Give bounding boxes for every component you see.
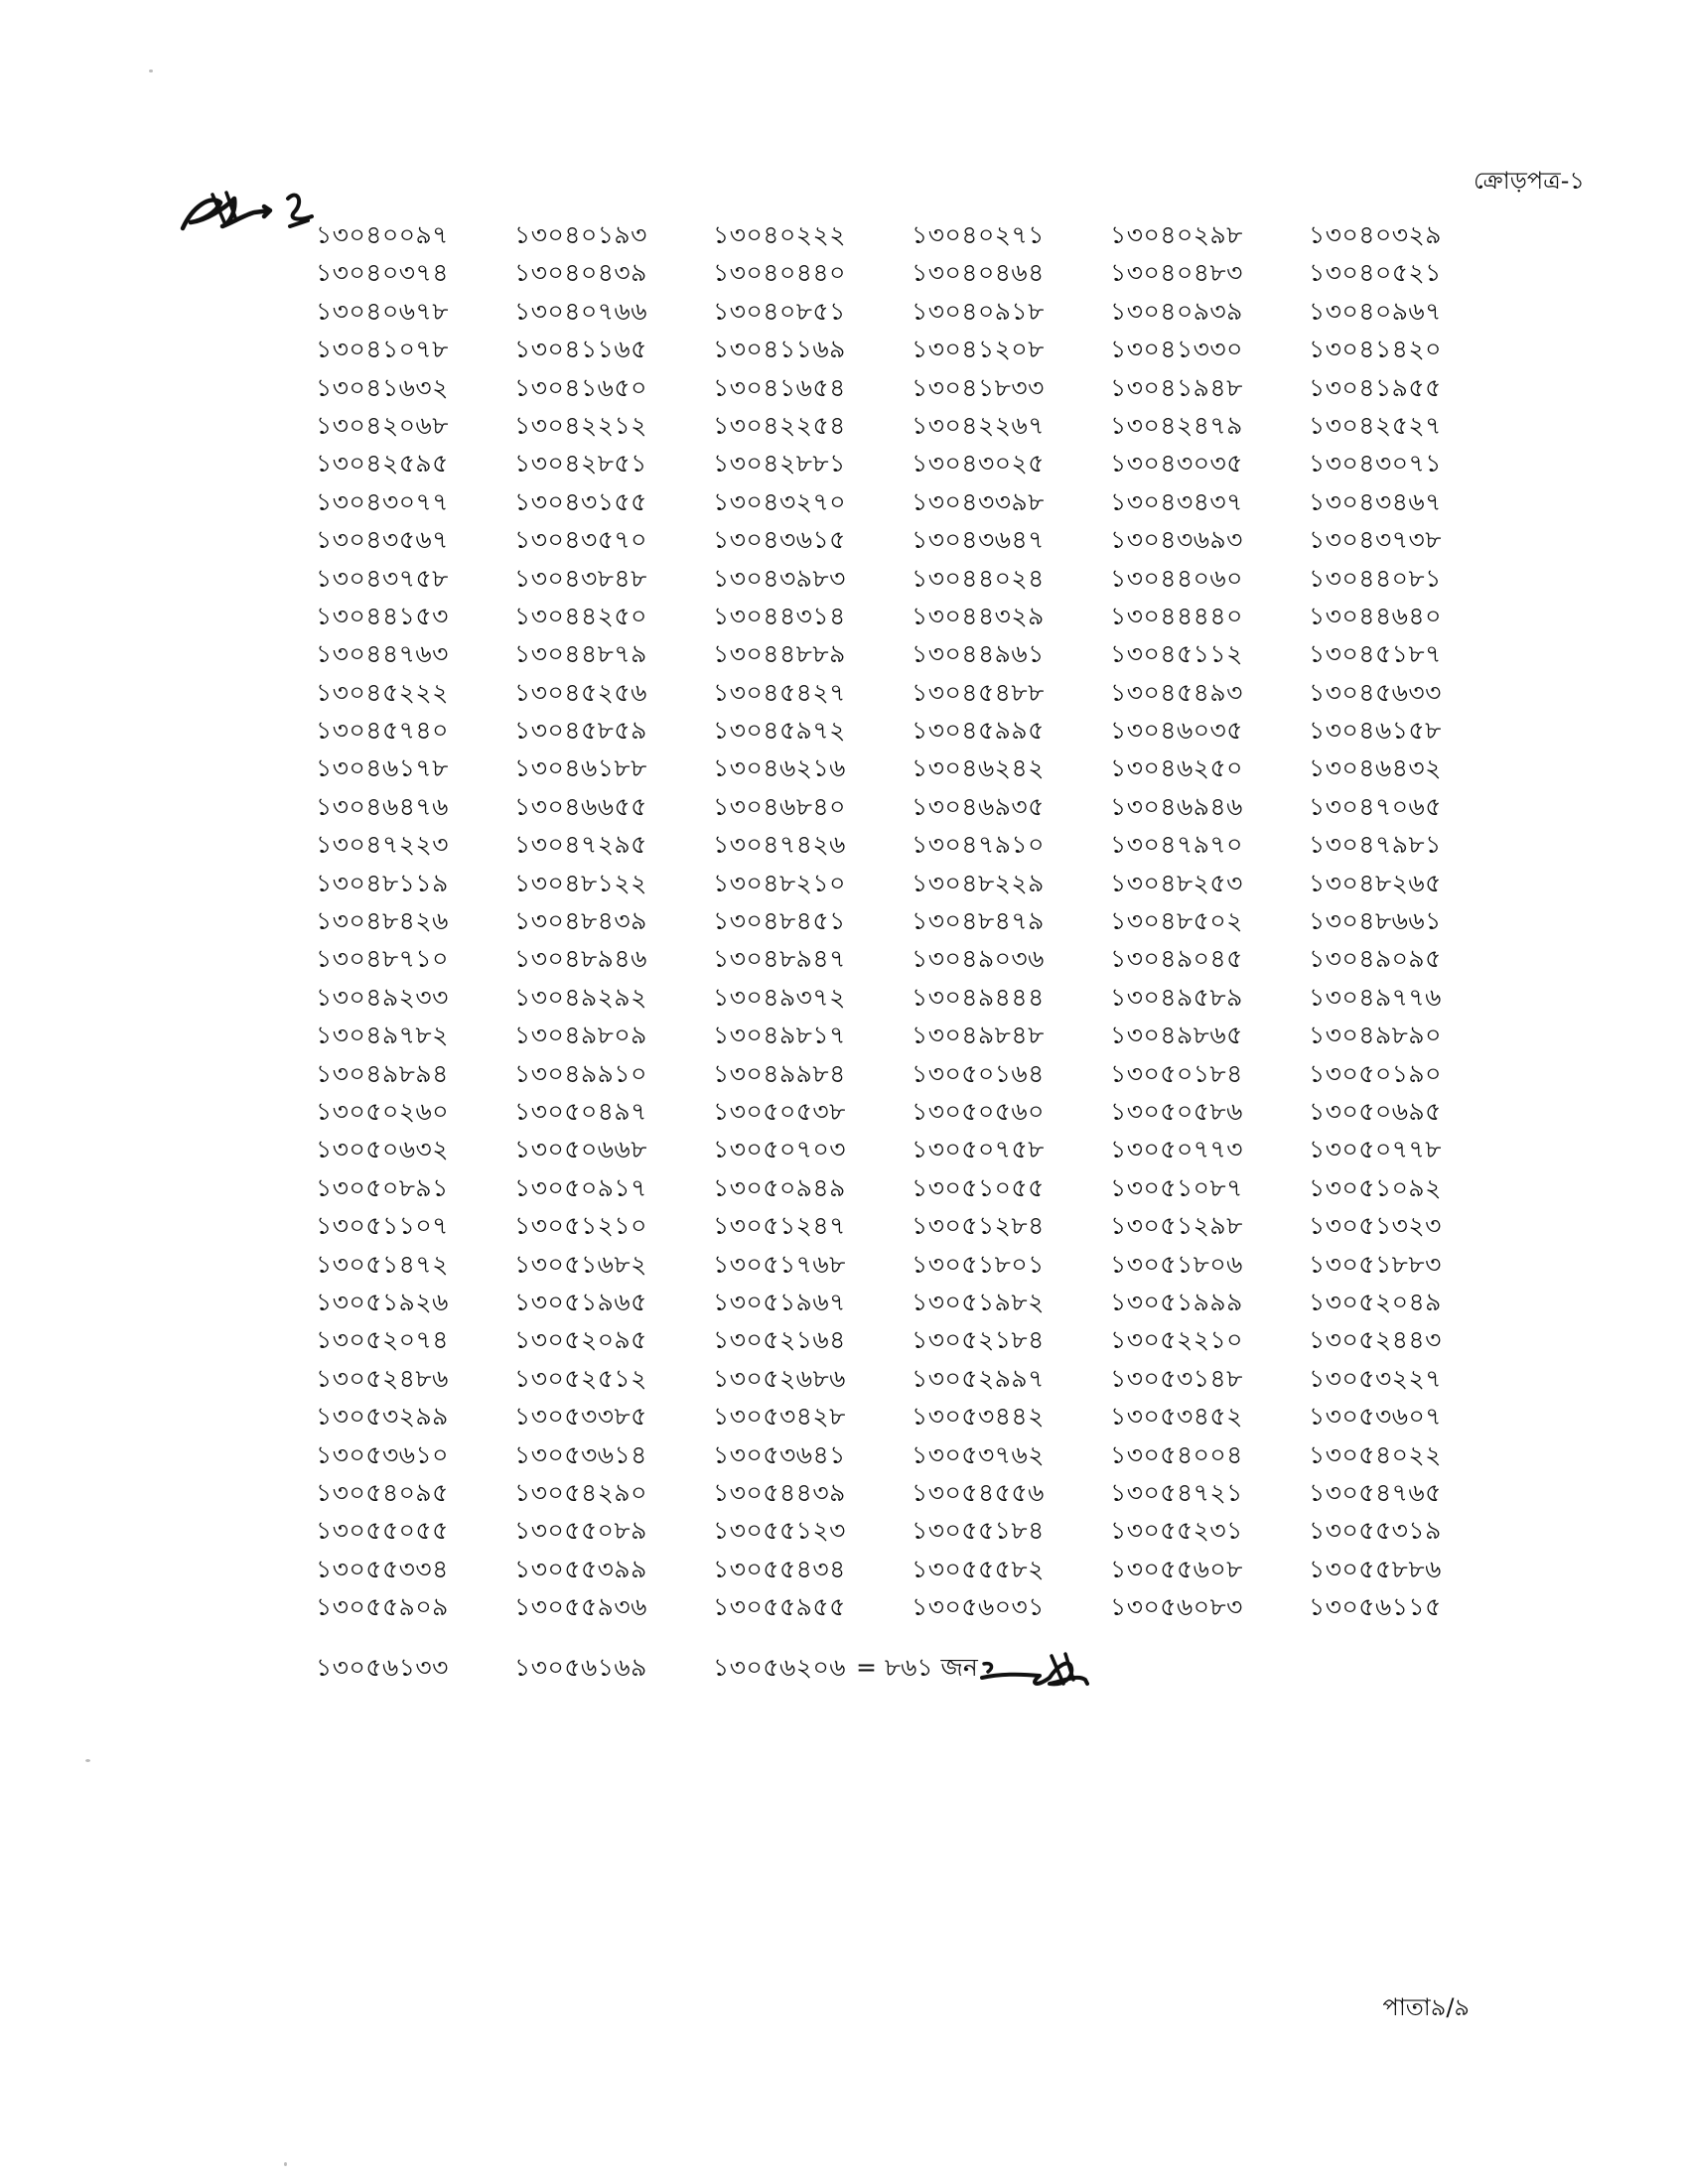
roll-number: ১৩০৪৬৬৫৫ [514,791,647,821]
roll-number: ১৩০৪২৮৮১ [713,449,846,478]
roll-number: ১৩০৪৩৭৩৮ [1309,525,1442,555]
roll-number: ১৩০৪৫৬৩৩ [1309,677,1442,707]
roll-number: ১৩০৪৫১১২ [1110,639,1243,669]
roll-number: ১৩০৪৮৯৪৬ [514,944,647,974]
roll-number: ১৩০৫৫৮৮৬ [1309,1554,1442,1583]
roll-number: ১৩০৫৩২২৭ [1309,1363,1442,1393]
roll-number: ১৩০৫৫৪৩৪ [713,1554,846,1583]
roll-number: ১৩০৪১১৬৫ [514,335,647,364]
roll-number: ১৩০৪১৮৩৩ [912,372,1045,402]
roll-number: ১৩০৪১৬৫৪ [713,372,846,402]
roll-number: ১৩০৫০১৮৪ [1110,1058,1243,1088]
roll-number: ১৩০৫৩৩৮৫ [514,1402,647,1432]
roll-number: ১৩০৫৫১৮৪ [912,1516,1045,1546]
roll-number: ১৩০৪৬১৫৮ [1309,716,1442,746]
roll-number: ১৩০৪৩০৭৭ [316,486,449,516]
roll-number: ১৩০৪৩৫৭০ [514,525,647,555]
roll-number: ১৩০৫০৭৫৮ [912,1135,1045,1164]
roll-number: ১৩০৪৯৩৭২ [713,982,846,1012]
roll-number: ১৩০৪৯৪৪৪ [912,982,1045,1012]
roll-number: ১৩০৪৩৬১৫ [713,525,846,555]
roll-number: ১৩০৫৪৪৩৯ [713,1477,846,1507]
roll-number: ১৩০৪৯০৪৫ [1110,944,1243,974]
roll-number: ১৩০৪৫৯৭২ [713,716,846,746]
roll-number: ১৩০৪৬২৪২ [912,753,1045,783]
roll-number: ১৩০৪৩৭৫৮ [316,563,449,593]
roll-number: ১৩০৫১৯২৬ [316,1287,449,1316]
roll-number: ১৩০৪৭৯৮১ [1309,830,1442,860]
roll-number: ১৩০৫২১৮৪ [912,1325,1045,1355]
roll-number: ১৩০৪৬০৩৫ [1110,716,1243,746]
roll-number: ১৩০৪৩৫৬৭ [316,525,449,555]
roll-number: ১৩০৫২০৯৫ [514,1325,647,1355]
roll-number: ১৩০৫৪৭৬৫ [1309,1477,1442,1507]
roll-number: ১৩০৪৭২২৩ [316,830,449,860]
roll-number: ১৩০৪৪৮৭৯ [514,639,647,669]
roll-number: ১৩০৪৯৮০৯ [514,1021,647,1050]
roll-number: ১৩০৪৫৪৯৩ [1110,677,1243,707]
roll-number: ১৩০৪০৪৪০ [713,258,846,288]
roll-number: ১৩০৪৮১১৯ [316,868,449,897]
roll-number: ১৩০৫৬১১৫ [1309,1592,1442,1622]
final-row [316,1648,1089,1688]
handwritten-initials [177,177,326,242]
roll-number: ১৩০৫৫৬০৮ [1110,1554,1243,1583]
roll-number: ১৩০৫২৫১২ [514,1363,647,1393]
roll-number: ১৩০৫০১৯০ [1309,1058,1442,1088]
roll-number: ১৩০৪০২৯৮ [1110,220,1243,249]
roll-number: ১৩০৪২২১২ [514,410,647,440]
roll-number: ১৩০৪১২০৮ [912,335,1045,364]
roll-number: ১৩০৪০৪৮৩ [1110,258,1243,288]
roll-number: ১৩০৪০৩২৯ [1309,220,1442,249]
roll-number: ১৩০৫৩২৯৯ [316,1402,449,1432]
roll-number: ১৩০৪৪০২৪ [912,563,1045,593]
roll-number: ১৩০৪৪১৫৩ [316,601,449,630]
roll-number: ১৩০৪০৫২১ [1309,258,1442,288]
roll-number: ১৩০৪৮৫০২ [1110,906,1243,936]
roll-number: ১৩০৪৭৯১০ [912,830,1045,860]
roll-number: ১৩০৪২২৬৭ [912,410,1045,440]
roll-number: ১৩০৪১৩৩০ [1110,335,1243,364]
roll-number: ১৩০৪২২৫৪ [713,410,846,440]
roll-number: ১৩০৪৪৪৪০ [1110,601,1243,630]
roll-number: ১৩০৫৩৪৪২ [912,1402,1045,1432]
roll-number: ১৩০৪০৬৭৮ [316,296,449,326]
roll-number: ১৩০৫০৬৯৫ [1309,1096,1442,1126]
roll-number: ১৩০৪৯৮৯৪ [316,1058,449,1088]
roll-number: ১৩০৪৯৮১৭ [713,1021,846,1050]
roll-number: ১৩০৪৮২৬৫ [1309,868,1442,897]
roll-number: ১৩০৫০৪৯৭ [514,1096,647,1126]
roll-number: ১৩০৫০৬৬৮ [514,1135,647,1164]
roll-number: ১৩০৪৬৪৭৬ [316,791,449,821]
handwritten-signature [980,1644,1089,1692]
roll-number: ১৩০৪০৯১৮ [912,296,1045,326]
roll-number: ১৩০৫২০৪৯ [1309,1287,1442,1316]
roll-number: ১৩০৪১৬৩২ [316,372,449,402]
roll-number: ১৩০৪০০৯৭ [316,220,449,249]
roll-number: ১৩০৪২৫২৭ [1309,410,1442,440]
roll-number: ১৩০৪৩৬৪৭ [912,525,1045,555]
roll-number: ১৩০৫১২৪৭ [713,1211,846,1241]
roll-number: ১৩০৫০৮৯১ [316,1172,449,1202]
roll-number: ১৩০৪৫২২২ [316,677,449,707]
roll-number: ১৩০৪৫১৮৭ [1309,639,1442,669]
scan-speck [149,69,153,72]
roll-number: ১৩০৪৫৪২৭ [713,677,846,707]
roll-number: ১৩০৪২৪৭৯ [1110,410,1243,440]
roll-number: ১৩০৪৩৪৬৭ [1309,486,1442,516]
roll-number: ১৩০৪৮২২৯ [912,868,1045,897]
roll-number: ১৩০৫০৫৬০ [912,1096,1045,1126]
roll-number: ১৩০৪৭৯৭০ [1110,830,1243,860]
roll-number: ১৩০৪৪০৬০ [1110,563,1243,593]
roll-number: ১৩০৫১৯৬৫ [514,1287,647,1316]
roll-number: ১৩০৫১৮০১ [912,1249,1045,1279]
roll-number: ১৩০৫৪০০৪ [1110,1439,1243,1469]
roll-number: ১৩০৫১২৮৪ [912,1211,1045,1241]
roll-number: ১৩০৪০১৯৩ [514,220,647,249]
roll-number: ১৩০৫৪০৯৫ [316,1477,449,1507]
roll-number: ১৩০৫৬০৮৩ [1110,1592,1243,1622]
roll-number: ১৩০৫০৯৪৯ [713,1172,846,1202]
roll-number: ১৩০৪৩৬৯৩ [1110,525,1243,555]
roll-number: ১৩০৪৩৩৯৮ [912,486,1045,516]
roll-number: ১৩০৪০৯৩৯ [1110,296,1243,326]
roll-number: ১৩০৪৯৭৮২ [316,1021,449,1050]
roll-number: ১৩০৪৪৩২৯ [912,601,1045,630]
roll-number: ১৩০৫২২১০ [1110,1325,1243,1355]
roll-number: ১৩০৫০৭৭৩ [1110,1135,1243,1164]
roll-number: ১৩০৪০৪৩৯ [514,258,647,288]
roll-number: ১৩০৫৩৪৫২ [1110,1402,1243,1432]
roll-number: ১৩০৪৫৪৮৮ [912,677,1045,707]
roll-number: ১৩০৪১৬৫০ [514,372,647,402]
scan-speck [284,2162,287,2166]
roll-number: ১৩০৪৩০২৫ [912,449,1045,478]
roll-number-grid [316,216,1507,1626]
roll-number: ১৩০৪৩৮৪৮ [514,563,647,593]
roll-number: ১৩০৫১২৯৮ [1110,1211,1243,1241]
roll-number: ১৩০৫১৭৬৮ [713,1249,846,1279]
roll-number: ১৩০৪৮৯৪৭ [713,944,846,974]
roll-number: ১৩০৫৫৯৫৫ [713,1592,846,1622]
roll-number: ১৩০৫৩৪২৮ [713,1402,846,1432]
roll-number: ১৩০৪৮১২২ [514,868,647,897]
roll-number: ১৩০৪০২২২ [713,220,846,249]
roll-number: ১৩০৫১০৯২ [1309,1172,1442,1202]
roll-number: ১৩০৫১৮০৬ [1110,1249,1243,1279]
roll-number: ১৩০৪৬১৮৮ [514,753,647,783]
roll-number: ১৩০৪৯০৯৫ [1309,944,1442,974]
roll-number: ১৩০৫১১০৭ [316,1211,449,1241]
roll-number: ১৩০৪৪২৫০ [514,601,647,630]
total-count: = ৮৬১ জন [855,1653,978,1682]
roll-number: ১৩০৫৪৭২১ [1110,1477,1243,1507]
roll-number: ১৩০৪৯৮৪৮ [912,1021,1045,1050]
roll-number: ১৩০৪৯০৩৬ [912,944,1045,974]
roll-number: ১৩০৪০২৭১ [912,220,1045,249]
roll-number: ১৩০৪০৪৬৪ [912,258,1045,288]
roll-number: ১৩০৪৬১৭৮ [316,753,449,783]
roll-number: ১৩০৪৮৭১০ [316,944,449,974]
roll-number: ১৩০৫০৭০৩ [713,1135,846,1164]
roll-number: ১৩০৪৬২১৬ [713,753,846,783]
roll-number: ১৩০৪৩৪৩৭ [1110,486,1243,516]
roll-number: ১৩০৫৫৩৩৪ [316,1554,449,1583]
roll-number: ১৩০৫১৬৮২ [514,1249,647,1279]
roll-number: ১৩০৪৮২১০ [713,868,846,897]
roll-number: ১৩০৪১৯৫৫ [1309,372,1442,402]
roll-number: ১৩০৫৪০২২ [1309,1439,1442,1469]
roll-number: ১৩০৪৮৪৭৯ [912,906,1045,936]
roll-number: ১৩০৪৩০৩৫ [1110,449,1243,478]
roll-number: ১৩০৪৯২৯২ [514,982,647,1012]
roll-number: ১৩০৪৩০৭১ [1309,449,1442,478]
roll-number: ১৩০৪৫২৫৬ [514,677,647,707]
roll-number: ১৩০৫১৯৮২ [912,1287,1045,1316]
roll-number: ১৩০৫০৯১৭ [514,1172,647,1202]
roll-number: ১৩০৪৮২৫৩ [1110,868,1243,897]
roll-number: ১৩০৪৬২৫০ [1110,753,1243,783]
roll-number: ১৩০৪৫৮৫৯ [514,716,647,746]
roll-number: ১৩০৫২৪৮৬ [316,1363,449,1393]
roll-number: ১৩০৫১০৮৭ [1110,1172,1243,1202]
roll-number: ১৩০৪৯২৩৩ [316,982,449,1012]
roll-number: ১৩০৫০১৬৪ [912,1058,1045,1088]
roll-number: ১৩০৪২৮৫১ [514,449,647,478]
annexure-label: ক্রোড়পত্র-১ [1473,167,1585,195]
roll-number: ১৩০৪৩২৭০ [713,486,846,516]
roll-number: ১৩০৫২৪৪৩ [1309,1325,1442,1355]
roll-number: ১৩০৫৫০৫৫ [316,1516,449,1546]
roll-number: ১৩০৪৬৪৩২ [1309,753,1442,783]
roll-number: ১৩০৪৯৯৮৪ [713,1058,846,1088]
roll-number: ১৩০৪৯৮৬৫ [1110,1021,1243,1050]
roll-number: ১৩০৪৯৯১০ [514,1058,647,1088]
roll-number: ১৩০৫২৯৯৭ [912,1363,1045,1393]
roll-number: ১৩০৫৩৬১৪ [514,1439,647,1469]
roll-number: ১৩০৫১৯৬৭ [713,1287,846,1316]
roll-number: ১৩০৪২০৬৮ [316,410,449,440]
roll-number: ১৩০৫৫৯০৯ [316,1592,449,1622]
scan-speck [85,1759,90,1762]
roll-number: ১৩০৫০৫৩৮ [713,1096,846,1126]
roll-number: ১৩০৫৬১৩৩ [316,1652,449,1682]
roll-number: ১৩০৪৫৭৪০ [316,716,449,746]
roll-number: ১৩০৪৪৭৬৩ [316,639,449,669]
roll-number: ১৩০৪০৭৬৬ [514,296,647,326]
roll-number: ১৩০৪৪৩১৪ [713,601,846,630]
roll-number: ১৩০৪৭৪২৬ [713,830,846,860]
roll-number: ১৩০৫৩১৪৮ [1110,1363,1243,1393]
roll-number: ১৩০৫৩৬০৭ [1309,1402,1442,1432]
roll-number: ১৩০৫১৯৯৯ [1110,1287,1243,1316]
roll-number: ১৩০৪১০৭৮ [316,335,449,364]
roll-number: ১৩০৫০৫৮৬ [1110,1096,1243,1126]
roll-number: ১৩০৪৮৬৬১ [1309,906,1442,936]
roll-number: ১৩০৫১৪৭২ [316,1249,449,1279]
roll-number: ১৩০৫৪২৯০ [514,1477,647,1507]
roll-number: ১৩০৫৫৩১৯ [1309,1516,1442,1546]
roll-number: ১৩০৫৫১২৩ [713,1516,846,1546]
roll-number: ১৩০৫৬১৬৯ [514,1652,647,1682]
roll-number: ১৩০৪৪৯৬১ [912,639,1045,669]
roll-number: ১৩০৫৬২০৬ [713,1652,846,1682]
roll-number: ১৩০৪১৪২০ [1309,335,1442,364]
roll-number: ১৩০৪৬৯৩৫ [912,791,1045,821]
roll-number: ১৩০৫৩৭৬২ [912,1439,1045,1469]
roll-number: ১৩০৫৫৩৯৯ [514,1554,647,1583]
roll-number: ১৩০৪৭০৬৫ [1309,791,1442,821]
roll-number: ১৩০৪০৮৫১ [713,296,846,326]
page-number: পাতা৯/৯ [1382,1993,1470,2021]
roll-number: ১৩০৫০৭৭৮ [1309,1135,1442,1164]
roll-number: ১৩০৪৯৭৭৬ [1309,982,1442,1012]
roll-number: ১৩০৪০৯৬৭ [1309,296,1442,326]
roll-number: ১৩০৫১৮৮৩ [1309,1249,1442,1279]
roll-number: ১৩০৫৫৯৩৬ [514,1592,647,1622]
roll-number: ১৩০৪৬৯৪৬ [1110,791,1243,821]
roll-number: ১৩০৪১১৬৯ [713,335,846,364]
roll-number: ১৩০৫২০৭৪ [316,1325,449,1355]
roll-number: ১৩০৪৪৮৮৯ [713,639,846,669]
roll-number: ১৩০৫১২১০ [514,1211,647,1241]
roll-number: ১৩০৪৩৯৮৩ [713,563,846,593]
roll-number: ১৩০৫১৩২৩ [1309,1211,1442,1241]
roll-number: ১৩০৪৮৪২৬ [316,906,449,936]
roll-number: ১৩০৫৩৬৪১ [713,1439,846,1469]
roll-number: ১৩০৫৫৫৮২ [912,1554,1045,1583]
roll-number: ১৩০৫৫২৩১ [1110,1516,1243,1546]
roll-number: ১৩০৪৯৮৯০ [1309,1021,1442,1050]
roll-number: ১৩০৪৫৯৯৫ [912,716,1045,746]
roll-number: ১৩০৪৭২৯৫ [514,830,647,860]
roll-number: ১৩০৫০৬৩২ [316,1135,449,1164]
roll-number: ১৩০৫৬০৩১ [912,1592,1045,1622]
roll-number: ১৩০৫৩৬১০ [316,1439,449,1469]
roll-number: ১৩০৫৪৫৫৬ [912,1477,1045,1507]
roll-number: ১৩০৫২৬৮৬ [713,1363,846,1393]
roll-number: ১৩০৪৯৫৮৯ [1110,982,1243,1012]
roll-number: ১৩০৪১৯৪৮ [1110,372,1243,402]
roll-number: ১৩০৪৮৪৫১ [713,906,846,936]
roll-number: ১৩০৪৩১৫৫ [514,486,647,516]
roll-number: ১৩০৪৮৪৩৯ [514,906,647,936]
roll-number: ১৩০৪২৫৯৫ [316,449,449,478]
roll-number: ১৩০৪৪০৮১ [1309,563,1442,593]
roll-number: ১৩০৫০২৬০ [316,1096,449,1126]
roll-number: ১৩০৪০৩৭৪ [316,258,449,288]
roll-number: ১৩০৫১০৫৫ [912,1172,1045,1202]
roll-number: ১৩০৪৪৬৪০ [1309,601,1442,630]
roll-number: ১৩০৫৫০৮৯ [514,1516,647,1546]
roll-number: ১৩০৪৬৮৪০ [713,791,846,821]
roll-number: ১৩০৫২১৬৪ [713,1325,846,1355]
